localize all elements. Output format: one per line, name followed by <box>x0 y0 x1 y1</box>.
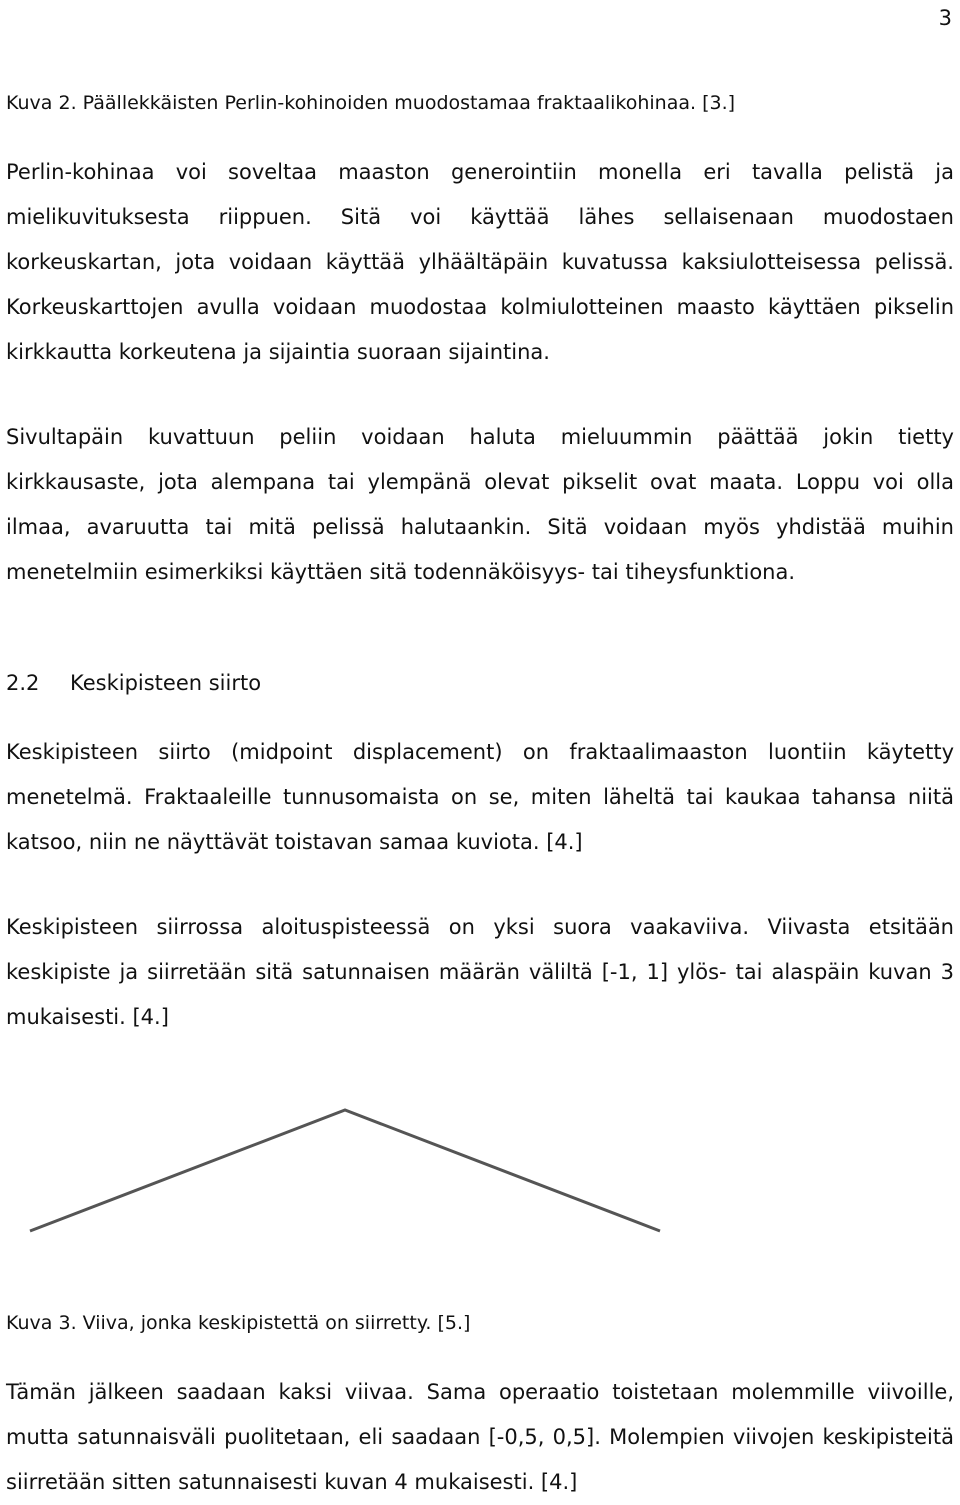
figure-2-caption: Kuva 2. Päällekkäisten Perlin-kohinoiden muodostamaa fraktaalikohinaa. [3.] <box>6 92 736 114</box>
figure-3-displaced-line <box>20 1100 680 1250</box>
paragraph-midpoint-start: Keskipisteen siirrossa aloituspisteessä on yksi suora vaakaviiva. Viivasta etsitään keskipiste ja siirretään sitä satunnaisen määrän väliltä [-1, 1] ylös- tai alaspäin kuvan 3 mukaisesti. [4.] <box>6 915 954 1029</box>
paragraph-next-step: Tämän jälkeen saadaan kaksi viivaa. Sama operaatio toistetaan molemmille viivoille, mutta satunnaisväli puolitetaan, eli saadaan [-0,5, 0,5]. Molempien viivojen keskipisteitä siirretään sitten satunnaisesti kuvan 4 mukaisesti. [4.] <box>6 1380 954 1494</box>
section-title: Keskipisteen siirto <box>70 671 262 695</box>
figure-3-caption: Kuva 3. Viiva, jonka keskipistettä on siirretty. [5.] <box>6 1312 471 1334</box>
section-heading <box>6 665 261 701</box>
paragraph-perlin-terrain: Perlin-kohinaa voi soveltaa maaston generointiin monella eri tavalla pelistä ja mielikuvituksesta riippuen. Sitä voi käyttää lähes sellaisenaan muodostaen korkeuskartan, jota voidaan käyttää ylhäältäpäin kuvatussa kaksiulotteisessa pelissä. Korkeuskarttojen avulla voidaan muodostaa kolmiulotteinen maasto käyttäen pikselin kirkkautta korkeutena ja sijaintia suoraan sijaintina. <box>6 160 954 364</box>
section-number: 2.2 <box>6 671 40 695</box>
page-number: 3 <box>938 6 952 30</box>
displaced-line-segments <box>30 1110 660 1231</box>
paragraph-side-view: Sivultapäin kuvattuun peliin voidaan haluta mieluummin päättää jokin tietty kirkkausaste, jota alempana tai ylempänä olevat pikselit ovat maata. Loppu voi olla ilmaa, avaruutta tai mitä pelissä halutaankin. Sitä voidaan myös yhdistää muihin menetelmiin esimerkiksi käyttäen sitä todennäköisyys- tai tiheysfunktiona. <box>6 425 954 584</box>
paragraph-midpoint-intro: Keskipisteen siirto (midpoint displacement) on fraktaalimaaston luontiin käytetty menetelmä. Fraktaaleille tunnusomaista on se, miten läheltä tai kaukaa tahansa niitä katsoo, niin ne näyttävät toistavan samaa kuviota. [4.] <box>6 740 954 854</box>
